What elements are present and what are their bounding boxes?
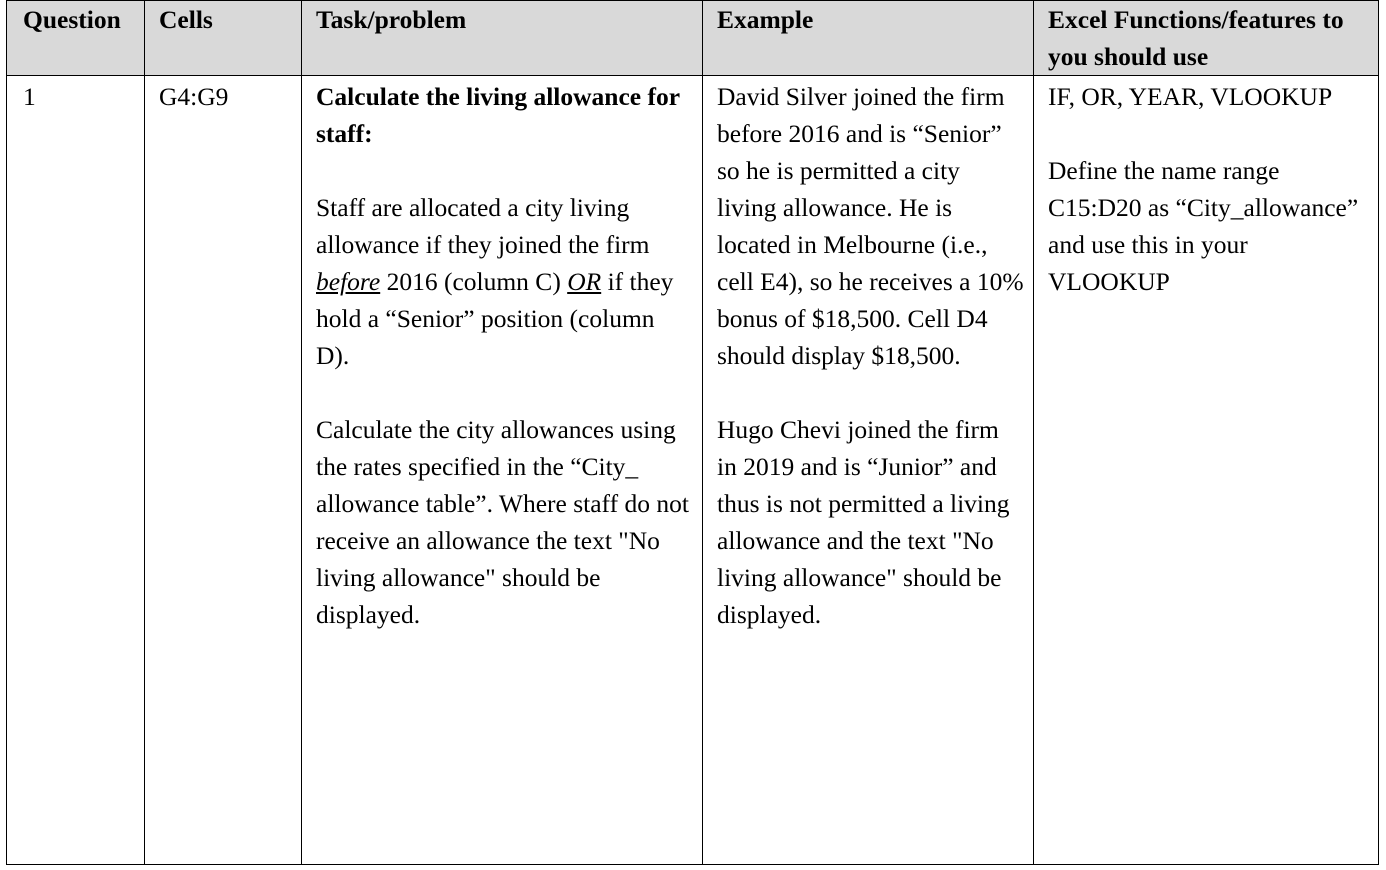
- header-task: Task/problem: [302, 1, 703, 76]
- task-text-a: Staff are allocated a city living allowance if they joined the firm: [316, 193, 650, 259]
- task-text-c: if they hold a “Senior” position (column D).: [316, 267, 674, 370]
- paragraph-gap: [717, 374, 1025, 411]
- paragraph-gap: [316, 374, 694, 411]
- table-row: [7, 76, 1379, 865]
- header-cells: Cells: [145, 1, 302, 76]
- task-emphasis-or: OR: [567, 267, 602, 296]
- example-paragraph-2: Hugo Chevi joined the firm in 2019 and is “Junior” and thus is not permitted a living allowance and the text "No living allowance" should be displayed.: [717, 415, 1010, 629]
- cell-range: G4:G9: [145, 76, 302, 865]
- example-paragraph-1: David Silver joined the firm before 2016 and is “Senior” so he is permitted a city living allowance. He is located in Melbourne (i.e., cell E4), so he receives a 10% bonus of $18,500. Cell D4 should display $18,500.: [717, 82, 1024, 370]
- task-paragraph-2: Calculate the city allowances using the rates specified in the “City_ allowance table”. Where staff do not receive an allowance the text "No living allowance" should be displayed.: [316, 415, 689, 629]
- question-number: 1: [7, 76, 145, 865]
- task-paragraph-1: [316, 189, 694, 374]
- header-row: [7, 1, 1379, 76]
- header-functions: Excel Functions/features to you should use: [1034, 1, 1379, 76]
- task-cell: [302, 76, 703, 865]
- task-heading: Calculate the living allowance for staff:: [316, 82, 680, 148]
- functions-instruction: Define the name range C15:D20 as “City_allowance” and use this in your VLOOKUP: [1048, 156, 1359, 296]
- table-header: [7, 1, 1379, 76]
- instructions-table: [6, 0, 1379, 865]
- functions-cell: [1034, 76, 1379, 865]
- paragraph-gap: [316, 152, 694, 189]
- header-example: Example: [703, 1, 1034, 76]
- table-body: [7, 76, 1379, 865]
- header-question: Question: [7, 1, 145, 76]
- paragraph-gap: [1048, 115, 1370, 152]
- functions-list: IF, OR, YEAR, VLOOKUP: [1048, 82, 1333, 111]
- example-cell: [703, 76, 1034, 865]
- task-text-b: 2016 (column C): [380, 267, 568, 296]
- task-emphasis-before: before: [316, 267, 381, 296]
